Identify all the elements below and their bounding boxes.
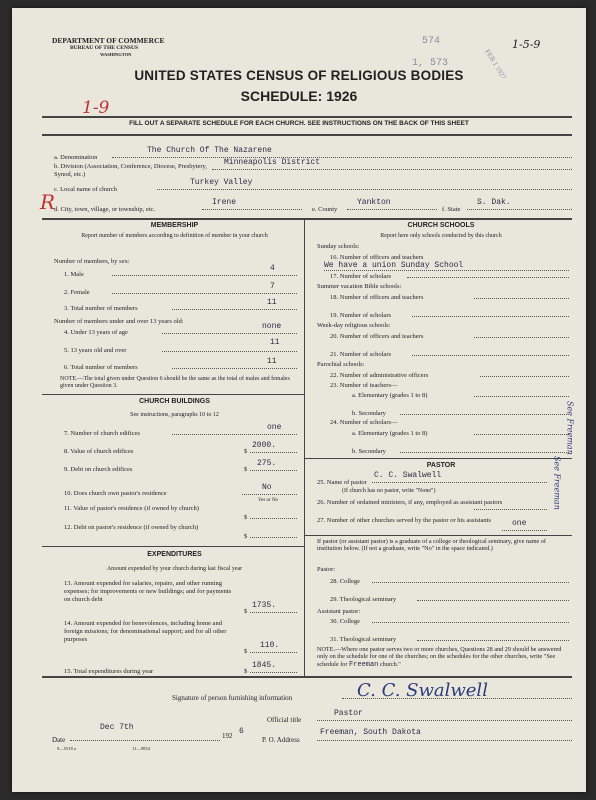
college-intro: If pastor (or assistant pastor) is a graduate of a college or theological seminary, give name of institution below. (If not a graduate, write "No" in the space indicated.) <box>317 538 546 553</box>
handwritten-r-mark: R <box>40 190 56 214</box>
date-value: Dec 7th <box>100 723 134 732</box>
q13-label: 13. Amount expended for salaries, repairs, and other running expenses; for improvements or new buildings; and for payments on church debt <box>64 580 232 603</box>
q27-value: one <box>512 519 527 528</box>
instruction-line: FILL OUT A SEPARATE SCHEDULE FOR EACH CHURCH. SEE INSTRUCTIONS ON THE BACK OF THIS SHEET <box>129 120 469 127</box>
q18-field[interactable] <box>474 289 569 299</box>
summer-label: Summer vacation Bible schools: <box>317 283 402 290</box>
q13-value: 1735. <box>252 601 277 610</box>
q19-field[interactable] <box>412 307 569 317</box>
address-value: Freeman, South Dakota <box>320 728 421 737</box>
membership-note: NOTE.—The total given under Question 6 should be the same as the total of males and females given under Question 3. <box>60 376 290 390</box>
q10-value: No <box>262 483 272 492</box>
q11-field[interactable] <box>250 509 297 519</box>
q19-label: 19. Number of scholars <box>330 312 392 319</box>
weekday-label: Week-day religious schools: <box>317 322 391 329</box>
q23a-label: a. Elementary (grades 1 to 8) <box>352 392 428 399</box>
division-value: Minneapolis District <box>224 158 321 167</box>
signature-value: C. C. Swalwell <box>357 680 488 701</box>
q17-label: 17. Number of scholars <box>330 273 392 280</box>
q2-label: 2. Female <box>64 289 90 296</box>
q23b-label: b. Secondary <box>352 410 386 417</box>
expenditures-heading: EXPENDITURES <box>147 551 202 558</box>
county-label: e. County <box>312 206 338 213</box>
q15-label: 15. Total expenditures during year <box>64 668 154 675</box>
membership-subheading: Report number of members according to definition of member in your church <box>81 233 268 239</box>
q20-field[interactable] <box>474 328 569 338</box>
parochial-label: Parochial schools: <box>317 361 365 368</box>
q15-dollar: $ <box>244 668 248 675</box>
county-value: Yankton <box>357 198 391 207</box>
assistant-label: Assistant pastor: <box>317 608 361 615</box>
q23-label: 23. Number of teachers— <box>330 382 398 389</box>
q24b-label: b. Secondary <box>352 448 386 455</box>
q24-label: 24. Number of scholars— <box>330 419 398 426</box>
q11-label: 11. Value of pastor's residence (if owned by church) <box>64 505 199 512</box>
signature-label: Signature of person furnishing information <box>172 694 293 702</box>
schools-subheading: Report here only schools conducted by this church <box>380 233 502 239</box>
q6-label: 6. Total number of members <box>64 364 138 371</box>
pastor-note-text: NOTE.—Where one pastor serves two or more churches, Questions 28 and 29 should be answered only on the schedule for one of the churches; on the schedules for the other churches, write "See schedule for <box>317 646 562 668</box>
stamp-number: 574 <box>422 36 441 47</box>
official-title-label: Official title <box>267 716 302 724</box>
year-prefix: 192 <box>222 732 233 740</box>
q24a-label: a. Elementary (grades 1 to 8) <box>352 430 428 437</box>
buildings-subheading: See instructions, paragraphs 10 to 12 <box>130 412 219 418</box>
q12-dollar: $ <box>244 533 248 540</box>
pastor-sub-label: Pastor: <box>317 566 336 573</box>
q13-dollar: $ <box>244 608 248 615</box>
q1-value: 4 <box>270 264 275 273</box>
year-digit: 6 <box>239 727 244 736</box>
q21-label: 21. Number of scholars <box>330 351 392 358</box>
q24a-field[interactable] <box>474 425 569 435</box>
form-number: 9—5518 a <box>57 746 76 751</box>
q15-value: 1845. <box>252 661 277 670</box>
q6-value: 11 <box>267 357 277 366</box>
pastor-heading: PASTOR <box>426 462 456 469</box>
department-label: DEPARTMENT OF COMMERCE <box>52 36 165 45</box>
division-label: b. Division (Association, Conference, Diocese, Presbytery, Synod, etc.) <box>54 163 208 178</box>
schools-heading: CHURCH SCHOOLS <box>407 222 475 229</box>
q21-field[interactable] <box>412 346 569 356</box>
form-number-2: 11—9054 <box>132 746 150 751</box>
q11-dollar: $ <box>244 514 248 521</box>
q31-label: 31. Theological seminary <box>330 636 397 643</box>
q20-label: 20. Number of officers and teachers <box>330 333 424 340</box>
handwritten-left-note: 1-9 <box>82 98 110 118</box>
q3-value: 11 <box>267 298 277 307</box>
q2-value: 7 <box>270 282 275 291</box>
q6-field[interactable] <box>172 359 297 369</box>
age-label: Number of members under and over 13 years old: <box>54 318 184 325</box>
q9-value: 275. <box>257 459 277 468</box>
q22-label: 22. Number of administrative officers <box>330 372 429 379</box>
handwritten-corner-note: 1-5-9 <box>512 38 541 51</box>
q29-label: 29. Theological seminary <box>330 596 397 603</box>
q29-field[interactable] <box>417 591 569 601</box>
schedule-title: SCHEDULE: 1926 <box>240 88 358 104</box>
membership-heading: MEMBERSHIP <box>150 222 199 229</box>
city-field-label: d. City, town, village, or township, etc. <box>54 206 156 213</box>
q7-value: one <box>267 423 282 432</box>
q1-label: 1. Male <box>64 271 84 278</box>
page-title: UNITED STATES CENSUS OF RELIGIOUS BODIES <box>134 68 464 83</box>
bureau-label: BUREAU OF THE CENSUS <box>70 45 139 51</box>
q27-label: 27. Number of other churches served by the pastor or his assistants <box>317 517 492 524</box>
state-label: f. State <box>442 206 461 213</box>
date-label: Date <box>52 736 66 744</box>
received-stamp: FEB 1 1927 <box>483 48 508 81</box>
q9-dollar: $ <box>244 466 248 473</box>
q23b-field[interactable] <box>400 405 569 415</box>
q3-field[interactable] <box>172 300 297 310</box>
q14-dollar: $ <box>244 648 248 655</box>
stamp-number-2: 1, 573 <box>412 58 449 69</box>
q23a-field[interactable] <box>474 387 569 397</box>
census-schedule-sheet <box>12 8 586 792</box>
official-title-value: Pastor <box>334 709 363 718</box>
q8-label: 8. Value of church edifices <box>64 448 134 455</box>
denomination-label: a. Denomination <box>54 154 98 161</box>
pastor-note-value: Freeman <box>348 660 379 669</box>
q25-hint: (If church has no pastor, write "None") <box>342 488 436 494</box>
schools-margin-note: See Freeman <box>565 401 575 455</box>
q10-label: 10. Does church own pastor's residence <box>64 490 167 497</box>
local-name-label: c. Local name of church <box>54 186 117 193</box>
q25-value: C. C. Swalwell <box>374 471 442 480</box>
q31-field[interactable] <box>417 631 569 641</box>
q5-value: 11 <box>270 338 280 347</box>
q4-label: 4. Under 13 years of age <box>64 329 128 336</box>
q14-value: 110. <box>260 641 280 650</box>
state-value: S. Dak. <box>477 198 511 207</box>
pastor-note <box>317 646 569 669</box>
q8-value: 2000. <box>252 441 277 450</box>
q9-label: 9. Debt on church edifices <box>64 466 133 473</box>
pastor-margin-note: See Freeman <box>552 456 562 510</box>
pastor-note-end: church." <box>379 660 401 668</box>
q3-label: 3. Total number of members <box>64 305 138 312</box>
q5-label: 5. 13 years old and over <box>64 347 127 354</box>
q30-label: 30. College <box>330 618 360 625</box>
denomination-value: The Church Of The Nazarene <box>147 146 272 155</box>
q10-hint: Yes or No <box>258 498 279 503</box>
address-label: P. O. Address <box>262 736 300 744</box>
q16-label: 16. Number of officers and teachers <box>330 254 424 261</box>
q26-field[interactable] <box>474 500 547 510</box>
q24b-field[interactable] <box>400 443 569 453</box>
q14-label: 14. Amount expended for benevolences, including home and foreign missions; for denominational support; and for all other purposes <box>64 620 227 643</box>
q16-value: We have a union Sunday School <box>324 261 464 270</box>
buildings-heading: CHURCH BUILDINGS <box>139 398 210 405</box>
city-label: WASHINGTON <box>100 52 132 57</box>
q12-label: 12. Debt on pastor's residence (if owned by church) <box>64 524 199 531</box>
local-name-value: Turkey Valley <box>190 178 253 187</box>
q28-label: 28. College <box>330 578 360 585</box>
by-sex-label: Number of members, by sex: <box>54 258 130 265</box>
city-value: Irene <box>212 198 237 207</box>
q26-label: 26. Number of ordained ministers, if any, employed as assistant pastors <box>317 499 503 506</box>
q17-field[interactable] <box>407 268 569 278</box>
expenditures-subheading: Amount expended by your church during last fiscal year <box>106 566 243 572</box>
date-field[interactable] <box>70 731 220 741</box>
q4-value: none <box>262 322 282 331</box>
q30-field[interactable] <box>372 613 569 623</box>
q18-label: 18. Number of officers and teachers <box>330 294 424 301</box>
sunday-label: Sunday schools: <box>317 243 360 250</box>
q28-field[interactable] <box>372 573 569 583</box>
q12-field[interactable] <box>250 528 297 538</box>
q22-field[interactable] <box>480 367 569 377</box>
q8-dollar: $ <box>244 448 248 455</box>
q25-label: 25. Name of pastor <box>317 479 367 486</box>
q7-label: 7. Number of church edifices <box>64 430 140 437</box>
